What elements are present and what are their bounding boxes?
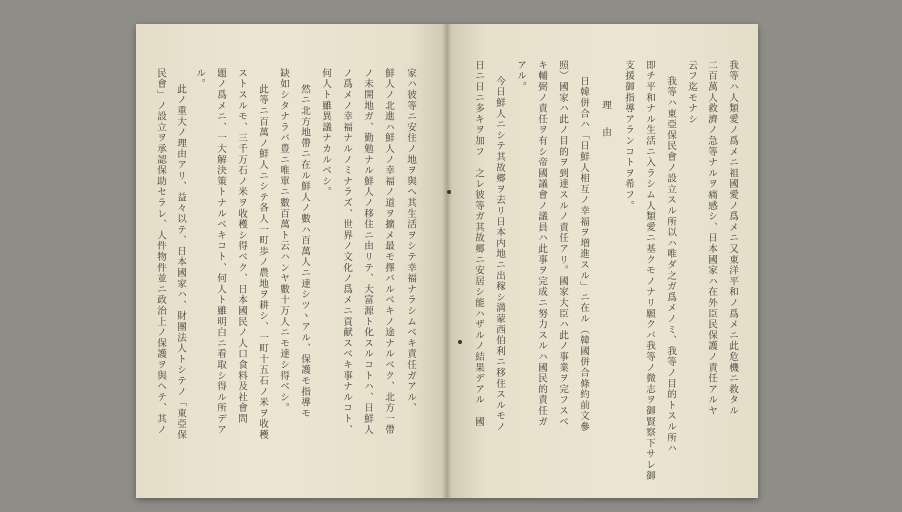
text-column: 民會」ノ設立ヲ承認保助セラレ、人件物件並ニ政治上ノ保護ヲ與ヘテ、其ノ xyxy=(155,68,166,436)
binding-hole xyxy=(458,340,462,344)
text-column: キ輔弼ノ責任ヲ有シ帝國議會ノ議員ハ此事ヲ完成ニ努力スルハ國民的責任ガ xyxy=(536,60,547,428)
text-column: 照）國家ハ此ノ目的ヲ到達スルノ責任アリ。國家大臣ハ此ノ事業ヲ完フスベ xyxy=(557,60,568,428)
text-column: 我等ハ東亞保民會ノ設立スル所以ハ唯ダ之ガ爲メノミ、我等ノ目的トスル所ハ xyxy=(665,76,676,454)
text-column: 題ノ爲メニ、一大解決策トナルベキコト、何人ト雖明白ニ看取シ得ル所デア xyxy=(215,68,226,436)
text-column: ノ未開地ガ、勤勉ナル鮮人ノ移住ニ由リテ、大富源ト化スルコトハ、日鮮人 xyxy=(362,68,373,436)
book-gutter xyxy=(442,24,452,498)
text-column: 二百萬人救濟ノ急等ナルヲ痛感シ、日本國家ハ在外臣民保護ノ責任アルヤ xyxy=(706,60,717,417)
right-page xyxy=(447,24,758,498)
text-column: 支援御指導アランコトヲ希フ。 xyxy=(623,60,634,212)
text-column: アル。 xyxy=(515,60,526,93)
text-column: 云フ迄モナシ xyxy=(686,60,697,125)
text-column: 然ニ北方地帶ニ在ル鮮人ノ數ハ百萬人ニ達シツヽアル、保護モ指導モ xyxy=(299,84,310,419)
text-column: 家ハ彼等ニ安住ノ地ヲ與ヘ其生活ヲシテ幸福ナラシムベキ責任ガアル、 xyxy=(405,68,416,414)
text-column: ノ爲メノ幸福ナルノミナラズ、世界ノ文化ノ爲メニ貢献スベキ事ナルコト、 xyxy=(341,68,352,436)
text-column: 我等ハ人類愛ノ爲メニ祖國愛ノ爲メニ又東洋平和ノ爲メニ此危機ニ救タル xyxy=(727,60,738,417)
text-column: 缺如シタナラバ豊ニ唯單ニ數百萬ト云ハンヤ數十万人ニモ達シ得ベシ。 xyxy=(278,68,289,414)
binding-hole xyxy=(447,190,451,194)
text-column: 此ノ重大ノ理由アリ、益々以テ、日本國家ハ、財團法人トシテノ「東亞保 xyxy=(175,84,186,441)
text-column: 鮮人ノ北進ハ鮮人ノ幸福ノ道ヲ擴メ最モ擇バルベキノ途ナルベク、北方一帶 xyxy=(383,68,394,436)
text-column: ル。 xyxy=(194,68,205,90)
text-column: 此等ニ百萬ノ鮮人ニシテ各人一町歩ノ農地ヲ耕シ、一町十五石ノ米ヲ收穫 xyxy=(257,84,268,441)
text-column: 何人ト雖異議ナカルベシ。 xyxy=(320,68,331,198)
text-column: 日ニ日ニ多キヲ加フ 之レ彼等ガ其故郷ニ安居シ能ハザルノ結果デアル 國 xyxy=(473,60,484,428)
section-heading: 理 由 xyxy=(600,100,611,141)
text-column: ストスルモ、三千万石ノ米ヲ收穫シ得ベク、日本國民ノ人口食料及社會問 xyxy=(236,68,247,425)
left-page xyxy=(136,24,447,498)
text-column: 日韓併合ハ「日鮮人相互ノ幸福ヲ増進スル」ニ在ル（韓國併合條約前文參 xyxy=(578,76,589,433)
open-booklet xyxy=(136,24,758,498)
text-column: 即チ平和ナル生活ニ入ラシム人類愛ニ基クモノナリ願クバ我等ノ微志ヲ御賢察下サレ御 xyxy=(644,60,655,482)
text-column: 今日鮮人ニシテ其故郷ヲ去リ日本内地ニ出稼シ満蒙西伯利ニ移住スルモノ xyxy=(494,76,505,433)
